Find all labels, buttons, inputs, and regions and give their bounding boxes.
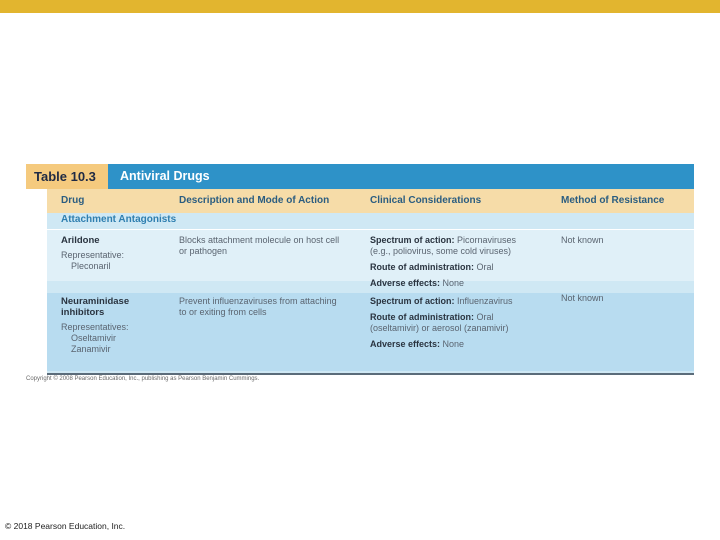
spectrum-line-2: (e.g., poliovirus, some cold viruses) xyxy=(370,246,512,256)
adverse-label: Adverse effects: xyxy=(370,339,441,349)
description-line: Prevent influenzaviruses from attaching xyxy=(179,296,337,306)
adverse-line xyxy=(370,278,516,289)
adverse-label: Adverse effects: xyxy=(370,278,441,288)
route-value: Oral xyxy=(476,312,494,322)
representative-label: Representative: xyxy=(61,250,125,260)
section-label: Attachment Antagonists xyxy=(61,214,177,225)
spectrum-line xyxy=(370,235,516,246)
representative-item: Zanamivir xyxy=(71,344,111,354)
table-header-row xyxy=(47,189,694,213)
route-line xyxy=(370,312,513,323)
representative-item: Oseltamivir xyxy=(71,333,117,343)
drug-name: Arildone xyxy=(61,235,100,246)
antiviral-drugs-table xyxy=(47,189,694,375)
header-description: Description and Mode of Action xyxy=(179,195,330,206)
header-resistance: Method of Resistance xyxy=(561,195,665,206)
drug-name-line: inhibitors xyxy=(61,307,105,318)
route-line xyxy=(370,262,516,273)
header-drug: Drug xyxy=(61,195,85,206)
route-label: Route of administration: xyxy=(370,312,474,322)
table-title: Antiviral Drugs xyxy=(120,169,210,183)
description-line: Blocks attachment molecule on host cell xyxy=(179,235,340,245)
route-value: Oral xyxy=(476,262,494,272)
spectrum-value: Picornaviruses xyxy=(457,235,517,245)
spectrum-line xyxy=(370,296,513,307)
table-copyright: Copyright © 2008 Pearson Education, Inc., publishing as Pearson Benjamin Cummings. xyxy=(26,376,260,382)
representative-label: Representatives: xyxy=(61,322,129,332)
spectrum-label: Spectrum of action: xyxy=(370,296,455,306)
resistance-cell: Not known xyxy=(561,293,604,303)
header-clinical: Clinical Considerations xyxy=(370,195,482,206)
drug-cell xyxy=(61,235,124,272)
description-line: or pathogen xyxy=(179,246,228,256)
table-number: Table 10.3 xyxy=(26,164,108,189)
clinical-cell xyxy=(370,235,516,289)
drug-cell xyxy=(61,296,129,355)
spectrum-label: Spectrum of action: xyxy=(370,235,455,245)
spectrum-value: Influenzavirus xyxy=(457,296,513,306)
route-label: Route of administration: xyxy=(370,262,474,272)
top-accent-bar xyxy=(0,0,720,13)
table-row xyxy=(47,230,694,288)
adverse-value: None xyxy=(442,339,465,349)
adverse-line xyxy=(370,339,513,350)
section-row xyxy=(47,213,694,230)
adverse-value: None xyxy=(442,278,465,288)
footer-copyright: © 2018 Pearson Education, Inc. xyxy=(5,521,126,531)
route-line-2: (oseltamivir) or aerosol (zanamivir) xyxy=(370,323,509,333)
resistance-cell: Not known xyxy=(561,235,604,245)
description-line: to or exiting from cells xyxy=(179,307,267,317)
table-row xyxy=(47,293,694,371)
representative-item: Pleconaril xyxy=(71,261,111,271)
drug-name-line: Neuraminidase xyxy=(61,296,130,307)
description-cell xyxy=(179,296,337,318)
description-cell xyxy=(179,235,339,257)
clinical-cell xyxy=(370,296,513,350)
table-title-bar xyxy=(26,164,694,189)
